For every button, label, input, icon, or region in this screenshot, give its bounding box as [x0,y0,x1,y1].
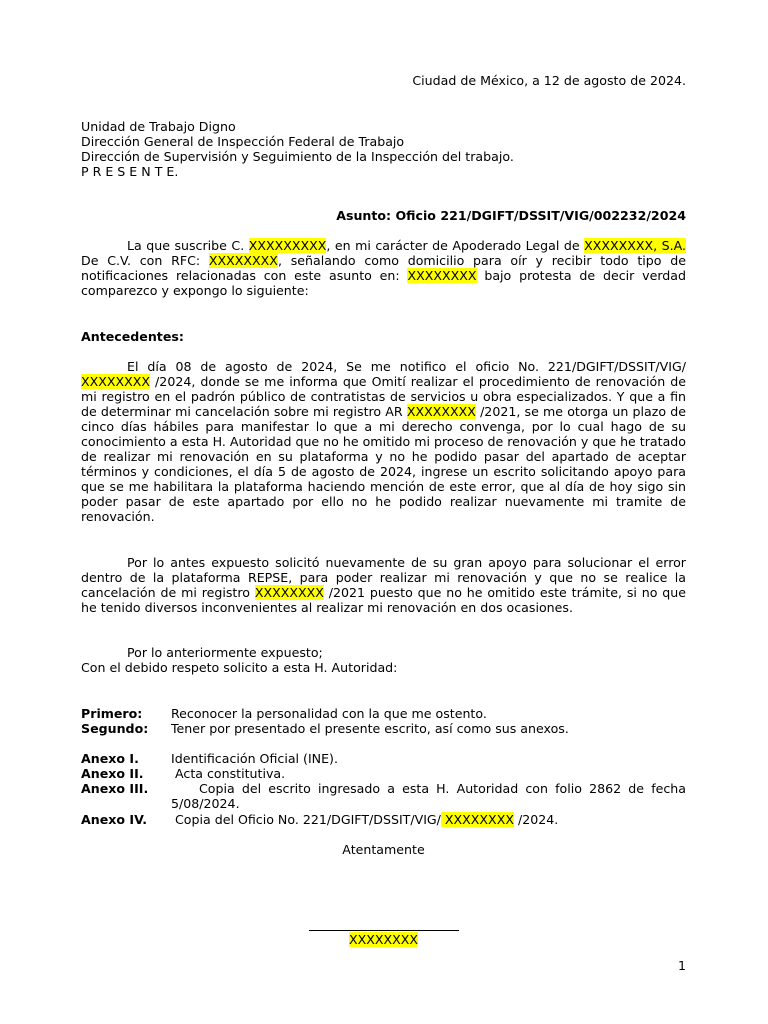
signature-name-placeholder: XXXXXXXX [348,932,419,947]
antecedentes-text: /2021, se me otorga un plazo de [475,404,686,419]
intro-line-1 [81,238,686,253]
closing-line-2: Con el debido respeto solicito a esta H. Autoridad: [81,660,398,675]
annex-text: Copia del escrito ingresado a esta H. Autoridad con folio 2862 de fecha [199,781,686,796]
annex-label: Anexo IV. [81,812,148,827]
antecedentes-line-3: mi registro en el padrón público de contratistas de servicios u obra especializados. Y que a fin [81,389,686,404]
antecedentes-line-2 [81,374,686,389]
rfc-placeholder: XXXXXXXX [208,253,278,268]
closing-line-1: Por lo anteriormente expuesto; [127,645,323,660]
intro-text: La que suscribe C. [127,238,249,253]
page-number: 1 [678,958,687,973]
annex-label: Anexo III. [81,781,149,796]
annex-text [175,812,558,827]
recipient-line-1: Unidad de Trabajo Digno [81,119,236,134]
farewell: Atentamente [342,842,425,857]
paragraph2-text: cancelación de mi registro [81,585,255,600]
intro-line-4: comparezco y expongo lo siguiente: [81,283,309,298]
petition-label: Primero: [81,706,143,721]
intro-text: notificaciones relacionadas con este asunto en: [81,268,408,283]
antecedentes-text: de determinar mi cancelación sobre mi registro AR [81,404,407,419]
signature-name-line [81,932,686,947]
place-date: Ciudad de México, a 12 de agosto de 2024. [412,73,686,88]
antecedentes-line-1: El día 08 de agosto de 2024, Se me notifico el oficio No. 221/DGIFT/DSSIT/VIG/ [127,359,686,374]
registro-placeholder: XXXXXXXX [406,404,476,419]
antecedentes-line-11: renovación. [81,509,155,524]
annex-text: Acta constitutiva. [175,766,286,781]
antecedentes-heading: Antecedentes: [81,329,184,344]
intro-text: bajo protesta de decir verdad [476,268,686,283]
antecedentes-line-6: conocimiento a esta H. Autoridad que no he omitido mi proceso de renovación y que he tratado [81,434,686,449]
antecedentes-text: /2024, donde se me informa que Omití realizar el procedimiento de renovación de [150,374,686,389]
antecedentes-line-9: que se me habilitara la plataforma haciendo mención de este error, que al día de hoy sigo sin [81,479,686,494]
petition-text: Reconocer la personalidad con la que me ostento. [171,706,487,721]
intro-text: , en mi carácter de Apoderado Legal de [326,238,585,253]
annex-text: Identificación Oficial (INE). [171,751,338,766]
intro-text: De C.V. con RFC: [81,253,209,268]
recipient-line-3: Dirección de Supervisión y Seguimiento de la Inspección del trabajo. [81,149,514,164]
company-placeholder: XXXXXXXX, S.A. [584,238,686,253]
antecedentes-line-4 [81,404,686,419]
petition-text: Tener por presentado el presente escrito, así como sus anexos. [171,721,569,736]
signer-name-placeholder: XXXXXXXXX [248,238,327,253]
annex-text-part: Copia del Oficio No. 221/DGIFT/DSSIT/VIG/ [175,812,441,827]
intro-text: , señalando como domicilio para oír y recibir todo tipo de [277,253,686,268]
paragraph2-line-4: he tenido diversos inconvenientes al realizar mi renovación en dos ocasiones. [81,600,573,615]
antecedentes-line-7: de realizar mi renovación en su plataforma y no he podido pasar del apartado de aceptar [81,449,686,464]
recipient-line-2: Dirección General de Inspección Federal de Trabajo [81,134,405,149]
antecedentes-line-5: cinco días hábiles para manifestar lo que a mi derecho convenga, por lo cual hago de su [81,419,686,434]
oficio-placeholder-2: XXXXXXXX [440,812,514,827]
signature-line [309,930,459,931]
paragraph2-line-3 [81,585,686,600]
paragraph2-line-1: Por lo antes expuesto solicitó nuevamente de su gran apoyo para solucionar el error [127,555,686,570]
paragraph2-line-2: dentro de la plataforma REPSE, para poder realizar mi renovación y que no se realice la [81,570,686,585]
antecedentes-line-8: términos y condiciones, el día 5 de agosto de 2024, ingrese un escrito solicitando apoyo para [81,464,686,479]
annex-text-part: /2024. [513,812,559,827]
address-placeholder: XXXXXXXX [407,268,477,283]
subject-line: Asunto: Oficio 221/DGIFT/DSSIT/VIG/002232/2024 [336,208,686,223]
annex-label: Anexo II. [81,766,144,781]
paragraph2-text: /2021 puesto que no he omitido este trámite, si no que [323,585,686,600]
intro-line-3 [81,268,686,283]
intro-line-2 [81,253,686,268]
oficio-placeholder: XXXXXXXX [81,374,151,389]
registro-placeholder-2: XXXXXXXX [254,585,324,600]
antecedentes-line-10: poder pasar de este apartado por ello no he podido realizar nuevamente mi tramite de [81,494,686,509]
petition-label: Segundo: [81,721,149,736]
annex-label: Anexo I. [81,751,139,766]
annex-text: 5/08/2024. [171,796,240,811]
recipient-line-4: P R E S E N T E. [81,164,179,179]
